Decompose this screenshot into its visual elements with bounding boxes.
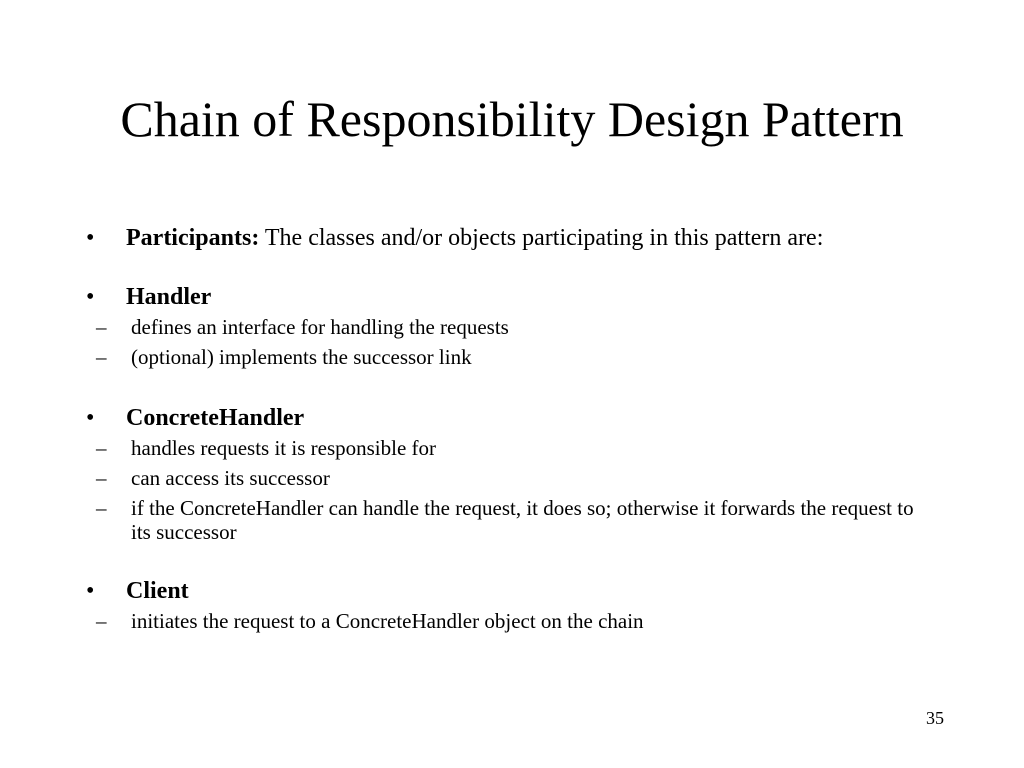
slide-number: 35 [926,708,944,728]
bullet-icon: • [86,405,95,431]
sub-item-text: initiates the request to a ConcreteHandler object on the chain [131,609,644,633]
sub-list-item [86,345,916,369]
participants-bullet [86,225,916,252]
sub-list-item [86,496,916,544]
sub-list-item [86,315,916,339]
handler-heading: Handler [126,284,212,310]
bullet-icon: • [86,284,95,310]
participants-label: Participants: [126,225,260,251]
dash-icon: – [96,466,107,490]
dash-icon: – [96,609,107,633]
handler-bullet [86,284,916,311]
concrete-handler-heading: ConcreteHandler [126,405,305,431]
bullet-icon: • [86,225,95,251]
dash-icon: – [96,436,107,460]
dash-icon: – [96,496,107,520]
sub-item-text: if the ConcreteHandler can handle the request, it does so; otherwise it forwards the request to its successor [131,496,914,544]
handler-sub-list [86,315,916,369]
concrete-handler-sub-list [86,436,916,544]
client-sub-list [86,609,916,633]
sub-list-item [86,466,916,490]
concrete-handler-bullet [86,405,916,432]
client-bullet [86,578,916,605]
slide-content [86,225,916,639]
client-heading: Client [126,578,189,604]
bullet-icon: • [86,578,95,604]
sub-item-text: (optional) implements the successor link [131,345,472,369]
dash-icon: – [96,345,107,369]
sub-list-item [86,609,916,633]
sub-list-item [86,436,916,460]
sub-item-text: handles requests it is responsible for [131,436,437,460]
dash-icon: – [96,315,107,339]
slide-title: Chain of Responsibility Design Pattern [120,91,904,147]
participants-text: The classes and/or objects participating in this pattern are: [259,225,824,251]
sub-item-text: defines an interface for handling the requests [131,315,509,339]
sub-item-text: can access its successor [131,466,330,490]
